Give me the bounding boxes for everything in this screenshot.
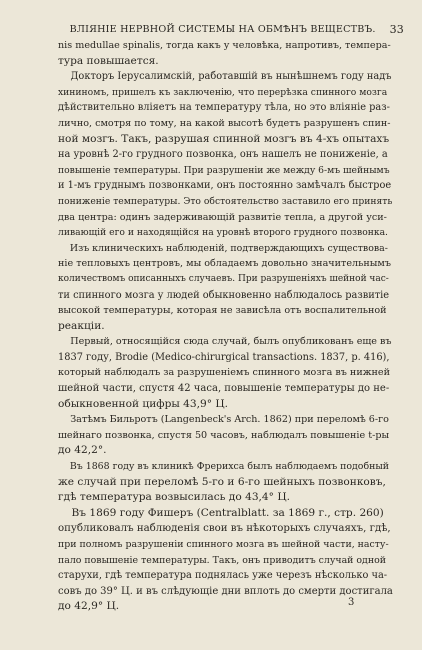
- text-line: Затѣмъ Бильротъ (Langenbeck's Arch. 1862) при переломѣ 6-го: [58, 414, 389, 426]
- text-line: Въ 1868 году въ клиникѣ Фрерихса былъ наблюдаемъ подобный: [58, 461, 390, 473]
- text-line: реакціи.: [58, 319, 105, 332]
- text-line: пониженіе температуры. Это обстоятельство заставило его принять: [58, 195, 393, 207]
- text-line: ной мозгъ. Такъ, разрушая спинной мозгъ въ 4-хъ опытахъ: [58, 132, 390, 145]
- text-line: количествомъ описанныхъ случаевъ. При разрушеніяхъ шейной час-: [58, 273, 389, 284]
- body-text: [58, 38, 393, 615]
- text-line: же случай при переломѣ 5-го и 6-го шейныхъ позвонковъ,: [58, 475, 386, 488]
- text-line: до 42,9° Ц.: [58, 600, 120, 613]
- text-line: пало повышеніе температуры. Такъ, онъ приводитъ случай одной: [58, 554, 386, 566]
- text-line: ливающій его и находящійся на уровнѣ второго грудного позвонка.: [58, 227, 388, 239]
- text-line: ніе тепловыхъ центровъ, мы обладаемъ довольно значительнымъ: [58, 258, 391, 270]
- text-line: и 1-мъ груднымъ позвонками, онъ постоянно замѣчалъ быстрое: [58, 180, 392, 192]
- text-line: гдѣ температура возвысилась до 43,4° Ц.: [58, 491, 290, 504]
- text-line: тура повышается.: [58, 54, 159, 67]
- text-line: дѣйствительно вліяетъ на температуру тѣла, но это вліяніе раз-: [58, 102, 390, 114]
- text-line: 1837 году, Brodie (Medico-chirurgical transactions. 1837, p. 416),: [58, 351, 390, 363]
- text-line: Первый, относящійся сюда случай, былъ опубликованъ еще въ: [58, 336, 392, 348]
- page-number: 33: [389, 22, 404, 36]
- signature-mark: 3: [348, 597, 355, 608]
- text-line: nis medullae spinalis, тогда какъ у человѣка, напротивъ, темпера-: [58, 40, 391, 51]
- text-line: высокой температуры, которая не зависѣла отъ воспалительной: [58, 305, 387, 317]
- text-line: Докторъ Іерусалимскій, работавшій въ нынѣшнемъ году надъ: [58, 71, 392, 83]
- text-line: шейной части, спустя 42 часа, повышеніе температуры до не-: [58, 383, 390, 395]
- text-line: Изъ клиническихъ наблюденій, подтверждающихъ существова-: [58, 242, 388, 254]
- text-line: два центра: одинъ задерживающій развитіе тепла, а другой уси-: [58, 211, 387, 223]
- text-line: Въ 1869 году Фишеръ (Centralblatt. за 1869 г., стр. 260): [58, 506, 384, 519]
- text-line: опубликовалъ наблюденія свои въ нѣкоторыхъ случаяхъ, гдѣ,: [58, 523, 391, 535]
- text-line: старухи, гдѣ температура поднялась уже черезъ нѣсколько ча-: [58, 570, 388, 582]
- text-line: до 42,2°.: [58, 444, 107, 457]
- text-line: обыкновенной цифры 43,9° Ц.: [58, 397, 229, 410]
- text-line: шейнаго позвонка, спустя 50 часовъ, наблюдалъ повышеніе t-ры: [58, 429, 390, 441]
- text-line: лично, смотря по тому, на какой высотѣ будетъ разрушенъ спин-: [58, 117, 391, 129]
- text-line: хининомъ, пришелъ къ заключенію, что перерѣзка спинного мозга: [58, 86, 388, 98]
- text-line: совъ до 39° Ц. и въ слѣдующіе дни вплоть до смерти достигала: [58, 585, 393, 597]
- text-line: который наблюдалъ за разрушеніемъ спинного мозга въ нижней: [58, 367, 391, 379]
- text-line: на уровнѣ 2-го грудного позвонка, онъ нашелъ не пониженіе, а: [58, 149, 388, 161]
- text-line: повышеніе температуры. При разрушеніи же между 6-мъ шейнымъ: [58, 164, 390, 176]
- running-title: ВЛІЯНІЕ НЕРВНОЙ СИСТЕМЫ НА ОБМѢНЪ ВЕЩЕСТВЪ.: [69, 23, 376, 35]
- text-line: при полномъ разрушеніи спинного мозга въ шейной части, насту-: [58, 539, 389, 550]
- text-line: ти спинного мозга у людей обыкновенно наблюдалось развитіе: [58, 289, 390, 301]
- running-header: [60, 22, 404, 36]
